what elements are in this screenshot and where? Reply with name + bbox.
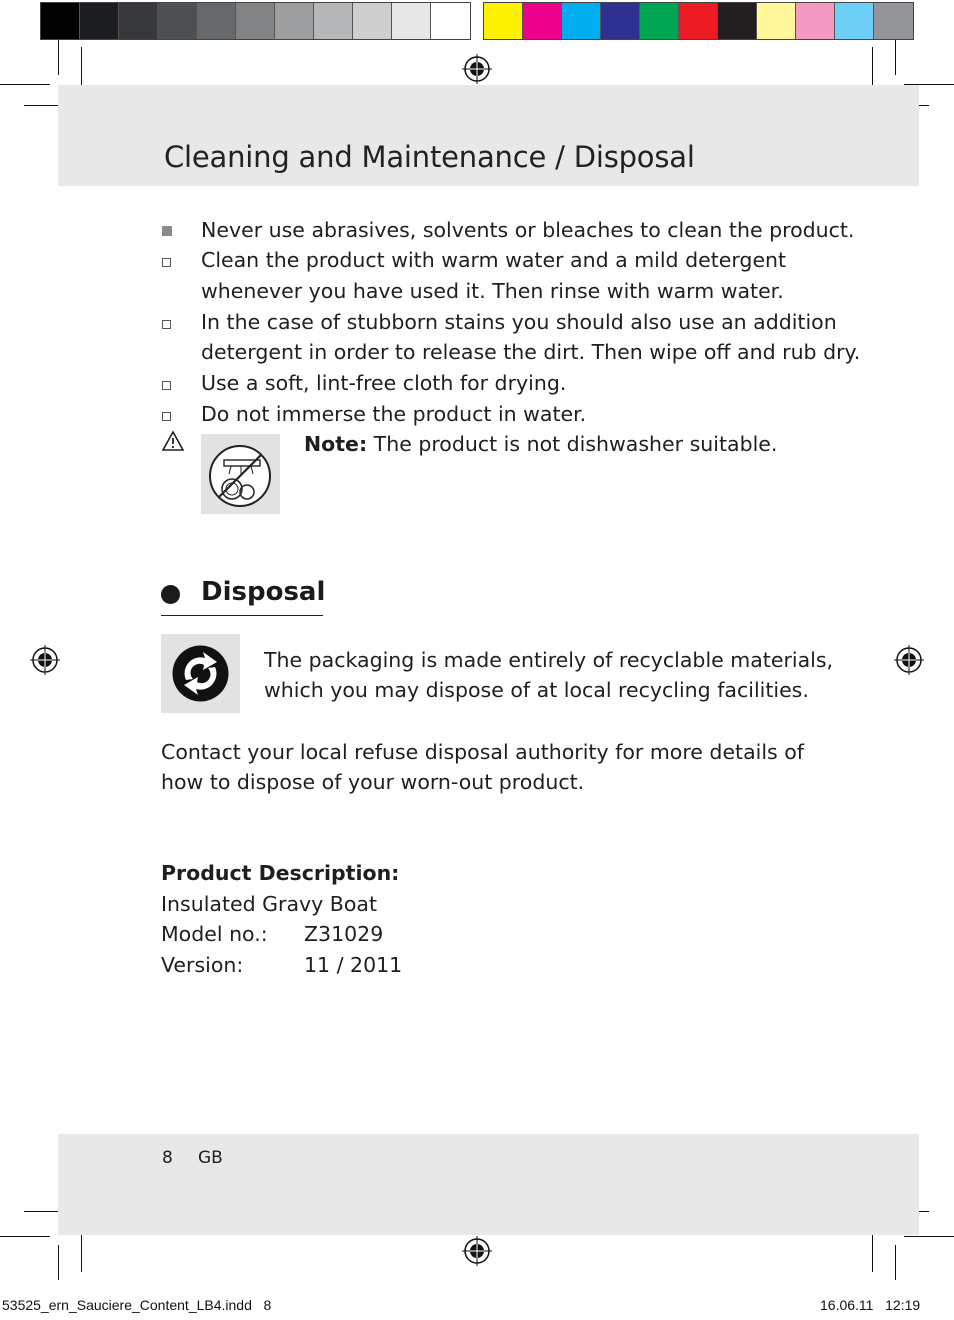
color-swatch — [119, 3, 158, 39]
registration-mark-icon — [894, 645, 924, 675]
color-swatch — [353, 3, 392, 39]
contact-text: Contact your local refuse disposal authority for more details of — [161, 740, 805, 764]
contact-text: how to dispose of your worn-out product. — [161, 770, 585, 794]
recycle-text: which you may dispose of at local recycling facilities. — [264, 678, 809, 702]
language-code: GB — [198, 1148, 223, 1168]
color-swatch — [392, 3, 431, 39]
bullet-empty-icon — [162, 381, 171, 390]
color-swatch — [41, 3, 80, 39]
registration-mark-icon — [462, 54, 492, 84]
list-item: Do not immerse the product in water. — [201, 402, 587, 426]
color-swatch — [757, 3, 796, 39]
list-item: In the case of stubborn stains you should also use an addition — [201, 310, 837, 334]
color-swatch — [679, 3, 718, 39]
list-item: Never use abrasives, solvents or bleaches to clean the product. — [201, 218, 855, 242]
color-swatch — [431, 3, 470, 39]
color-swatch — [562, 3, 601, 39]
version-label: Version: — [161, 953, 244, 977]
page-title: Cleaning and Maintenance / Disposal — [164, 140, 695, 174]
heading-underline — [161, 615, 323, 616]
bullet-empty-icon — [162, 320, 171, 329]
bullet-empty-icon — [162, 258, 171, 267]
registration-mark-icon — [30, 645, 60, 675]
recycle-text: The packaging is made entirely of recyclable materials, — [264, 648, 834, 672]
disposal-bullet-icon — [161, 585, 180, 604]
registration-mark-icon — [462, 1236, 492, 1266]
note-text — [304, 429, 777, 459]
color-swatch — [275, 3, 314, 39]
version-value: 11 / 2011 — [304, 953, 403, 977]
list-item: Clean the product with warm water and a mild detergent — [201, 248, 787, 272]
note-label: Note: — [304, 432, 368, 456]
disposal-heading: Disposal — [201, 577, 326, 607]
list-item-continuation: whenever you have used it. Then rinse with warm water. — [201, 279, 784, 303]
color-swatch — [523, 3, 562, 39]
list-item: Use a soft, lint-free cloth for drying. — [201, 371, 567, 395]
page-number: 8 — [162, 1148, 173, 1168]
color-swatch — [158, 3, 197, 39]
footer-band — [58, 1134, 919, 1235]
color-swatch — [601, 3, 640, 39]
list-item-continuation: detergent in order to release the dirt. Then wipe off and rub dry. — [201, 340, 861, 364]
model-value: Z31029 — [304, 922, 384, 946]
color-swatch — [874, 3, 913, 39]
product-heading: Product Description: — [161, 861, 400, 885]
model-label: Model no.: — [161, 922, 268, 946]
color-swatch — [197, 3, 236, 39]
color-swatch — [236, 3, 275, 39]
slug-datetime: 16.06.11 12:19 — [820, 1297, 921, 1313]
grey-color-bar — [40, 2, 471, 40]
color-swatch — [314, 3, 353, 39]
color-swatch — [718, 3, 757, 39]
no-dishwasher-icon — [201, 434, 280, 514]
color-swatch — [640, 3, 679, 39]
bullet-empty-icon — [162, 412, 171, 421]
color-swatch — [80, 3, 119, 39]
bullet-filled-icon — [162, 226, 172, 236]
color-swatch — [484, 3, 523, 39]
process-color-bar — [483, 2, 914, 40]
green-dot-recycling-icon — [161, 634, 240, 713]
note-body: The product is not dishwasher suitable. — [367, 432, 778, 456]
color-swatch — [796, 3, 835, 39]
warning-triangle-icon — [162, 431, 184, 451]
color-swatch — [835, 3, 874, 39]
product-name: Insulated Gravy Boat — [161, 892, 378, 916]
slug-filename: 53525_ern_Sauciere_Content_LB4.indd 8 — [2, 1297, 272, 1313]
